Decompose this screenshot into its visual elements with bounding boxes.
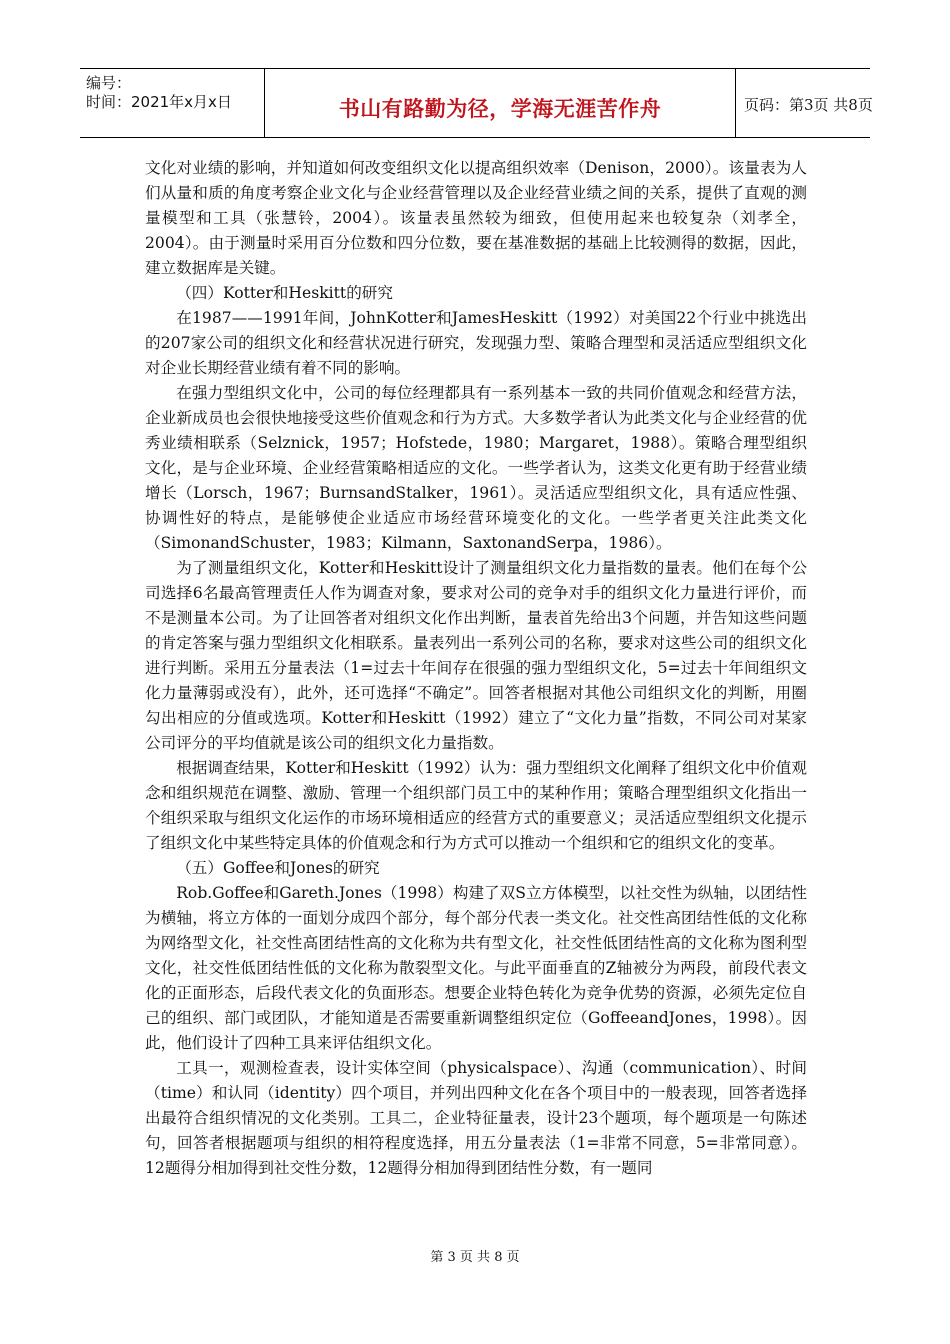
document-body	[145, 156, 807, 1181]
header-page-cell	[736, 69, 873, 137]
paragraph: 在1987——1991年间，JohnKotter和JamesHeskitt（1992）对美国22个行业中挑选出的207家公司的组织文化和经营状况进行研究，发现强力型、策略合理型和灵活适应型组织文化对企业长期经营业绩有着不同的影响。	[145, 309, 807, 377]
page-header	[80, 68, 873, 138]
document-date-label: 时间：2021年x月x日	[86, 93, 232, 111]
header-motto-cell	[264, 69, 736, 137]
paragraph: 为了测量组织文化，Kotter和Heskitt设计了测量组织文化力量指数的量表。他们在每个公司选择6名最高管理责任人作为调查对象，要求对公司的竞争对手的组织文化力量进行评价，而不是测量本公司。为了让回答者对组织文化作出判断，量表首先给出3个问题，并告知这些问题的肯定答案与强力型组织文化相联系。量表列出一系列公司的名称，要求对这些公司的组织文化进行判断。采用五分量表法（1=过去十年间存在很强的强力型组织文化，5=过去十年间组织文化力量薄弱或没有），此外，还可选择“不确定”。回答者根据对其他公司组织文化的判断，用圈勾出相应的分值或选项。Kotter和Heskitt（1992）建立了“文化力量”指数，不同公司对某家公司评分的平均值就是该公司的组织文化力量指数。	[145, 559, 807, 752]
paragraph-continuation: 文化对业绩的影响，并知道如何改变组织文化以提高组织效率（Denison，2000）。该量表为人们从量和质的角度考察企业文化与企业经营管理以及企业经营业绩之间的关系，提供了直观的测量模型和工具（张慧铃，2004）。该量表虽然较为细致，但使用起来也较复杂（刘孝全，2004）。由于测量时采用百分位数和四分位数，要在基准数据的基础上比较测得的数据，因此，建立数据库是关键。	[145, 159, 807, 277]
section-heading-goffee-jones: （五）Goffee和Jones的研究	[176, 859, 380, 877]
paragraph: 工具一，观测检查表，设计实体空间（physicalspace）、沟通（communication）、时间（time）和认同（identity）四个项目，并列出四种文化在各个项目中的一般表现，回答者选择出最符合组织情况的文化类别。工具二，企业特征量表，设计23个题项，每个题项是一句陈述句，回答者根据题项与组织的相符程度选择，用五分量表法（1=非常不同意，5=非常同意）。12题得分相加得到社交性分数，12题得分相加得到团结性分数，有一题同	[145, 1059, 807, 1177]
paragraph: 在强力型组织文化中，公司的每位经理都具有一系列基本一致的共同价值观念和经营方法，企业新成员也会很快地接受这些价值观念和行为方式。大多数学者认为此类文化与企业经营的优秀业绩相联系（Selznick，1957；Hofstede，1980；Margaret，1988）。策略合理型组织文化，是与企业环境、企业经营策略相适应的文化。一些学者认为，这类文化更有助于经营业绩增长（Lorsch，1967；BurnsandStalker，1961）。灵活适应型组织文化，具有适应性强、协调性好的特点，是能够使企业适应市场经营环境变化的文化。一些学者更关注此类文化（SimonandSchuster，1983；Kilmann，SaxtonandSerpa，1986）。	[145, 384, 807, 552]
paragraph: Rob.Goffee和Gareth.Jones（1998）构建了双S立方体模型，以社交性为纵轴，以团结性为横轴，将立方体的一面划分成四个部分，每个部分代表一类文化。社交性高团结性低的文化称为网络型文化，社交性高团结性高的文化称为共有型文化，社交性低团结性高的文化称为图利型文化，社交性低团结性低的文化称为散裂型文化。与此平面垂直的Z轴被分为两段，前段代表文化的正面形态，后段代表文化的负面形态。想要企业特色转化为竞争优势的资源，必须先定位自己的组织、部门或团队，才能知道是否需要重新调整组织定位（GoffeeandJones，1998）。因此，他们设计了四种工具来评估组织文化。	[145, 884, 807, 1052]
header-page-number: 页码：第3页 共8页	[744, 96, 873, 114]
document-number-label: 编号：	[86, 74, 132, 92]
page-footer: 第 3 页 共 8 页	[430, 1250, 520, 1265]
section-heading-kotter-heskitt: （四）Kotter和Heskitt的研究	[176, 284, 393, 302]
paragraph: 根据调查结果，Kotter和Heskitt（1992）认为：强力型组织文化阐释了组织文化中价值观念和组织规范在调整、激励、管理一个组织部门员工中的某种作用；策略合理型组织文化指出一个组织采取与组织文化运作的市场环境相适应的经营方式的重要意义；灵活适应型组织文化提示了组织文化中某些特定具体的价值观念和行为方式可以推动一个组织和它的组织文化的变革。	[145, 759, 807, 852]
header-meta-cell	[80, 69, 264, 137]
header-motto: 书山有路勤为径，学海无涯苦作舟	[338, 97, 662, 121]
